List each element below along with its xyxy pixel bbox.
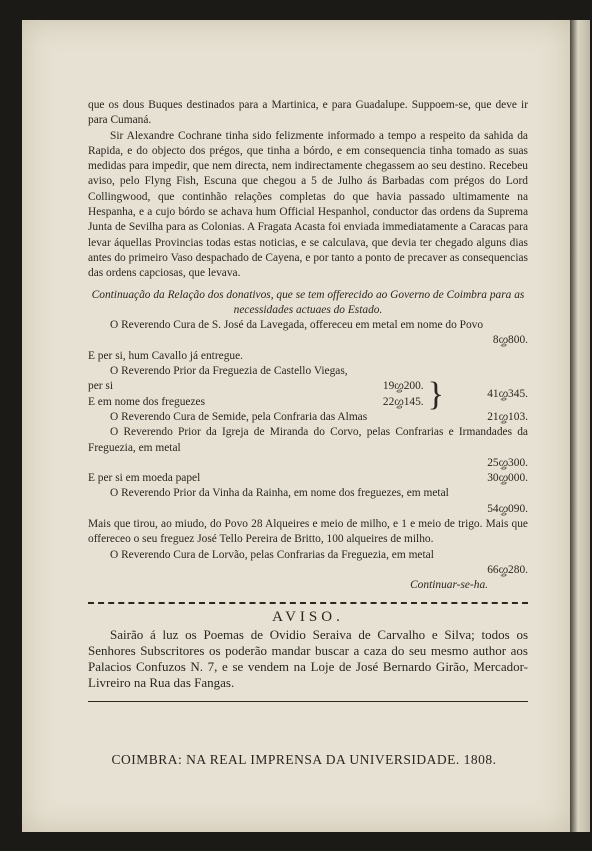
aviso-text: Sairão á luz os Poemas de Ovidio Seraiva de Carvalho e Silva; todos os Senhores Subscritores os poderão mandar buscar a caza do seu mesmo author aos Palacios Confuzos N. 7, e se vendem na Loje de José Bernardo Girão, Mercador-Livreiro na Rua das Fangas. [88,626,528,690]
paragraph-1: que os dous Buques destinados para a Martinica, e para Guadalupe. Suppoem-se, que deve ir para Cumaná. [88,99,528,127]
donativos-heading: Continuação da Relação dos donativos, que se tem offerecido ao Governo de Coimbra para as necessidades actuaes do Estado. [91,288,525,316]
donativo-entry-2: O Reverendo Prior da Freguezia de Castello Viegas, [110,365,348,378]
donativo-extra-1: E per si, hum Cavallo já entregue. [88,349,243,362]
donativo-amount-2a: 19ᦄ200. [382,380,424,393]
footer-divider [88,701,528,702]
donativo-entry-3: O Reverendo Cura de Semide, pela Confraria das Almas [110,410,368,423]
donativo-entry-4: O Reverendo Prior da Igreja de Miranda do Corvo, pelas Confrarias e Irmandades da Freguezia, em metal [88,426,528,454]
donativo-extra-4: E per si em moeda papel [88,472,201,485]
donativo-amount-2b: 22ᦄ145. [382,395,424,408]
donativo-amount-6: 66ᦄ280. [487,563,528,576]
donativo-entry-6: O Reverendo Cura de Lorvão, pelas Confrarias da Freguezia, em metal [110,548,434,561]
donativo-amount-3: 21ᦄ103. [487,410,528,423]
imprint-footer: COIMBRA: NA REAL IMPRENSA DA UNIVERSIDADE. 1808. [111,752,497,767]
aviso-title: AVISO. [272,608,344,625]
donativo-extra-5: Mais que tirou, ao miudo, do Povo 28 Alqueires e meio de milho, e 1 e meio de trigo. Mais que offereceo o seu freguez José Tello Pereira de Britto, 100 alqueires de milho. [88,518,528,546]
page-content [88,98,528,706]
aviso-section [88,610,528,691]
donativo-brace-group [88,375,528,413]
donativo-amount-4: 25ᦄ300. [487,456,528,469]
donativo-entry-1: O Reverendo Cura de S. José da Lavegada, offereceu em metal em nome do Povo [110,319,484,332]
donativo-entry-5: O Reverendo Prior da Vinha da Rainha, em nome dos freguezes, em metal [110,487,449,500]
donativo-total-2: 41ᦄ345. [487,387,528,400]
section-divider [88,602,528,604]
donativo-amount-5: 54ᦄ090. [487,502,528,515]
donativo-line-nome: E em nome dos freguezes [88,395,206,408]
donativo-amount-1: 8ᦄ800. [492,334,528,347]
continuar-note: Continuar-se-ha. [410,579,488,592]
donativo-line-per-si: per si [88,380,113,393]
donativo-amount-4b: 30ᦄ000. [487,472,528,485]
book-edge [570,20,590,832]
brace-glyph: } [427,375,444,413]
paragraph-2: Sir Alexandre Cochrane tinha sido felizmente informado a tempo a respeito da sahida da Rapida, e do objecto dos prégos, que tinha a bórdo, e em consequencia tinha tomado as suas medidas para impedir, que nem directa, nem indirectamente chegassem ao seu destino. Recebeu aviso, pelo Flyng Fish, Escuna que chegou a 5 de Julho ás Barbadas com prégos do Lord Collingwood, que continhão relações completas do que havia passado ultimamente na Hespanha, e a cujo bórdo se achava hum Official Hespanhol, conductor das ordens da Suprema Junta de Sevilha para as Colonias. A Fragata Acasta foi enviada immediatamente a Caracas para levar áquellas Provincias todas estas noticias, e se calculava, que devia ter chegado alguns dias antes do primeiro Vaso despachado de Cayena, e por tanto a ponto de precaver as consequencias das ordens capciosas, que levava. [88,129,528,280]
